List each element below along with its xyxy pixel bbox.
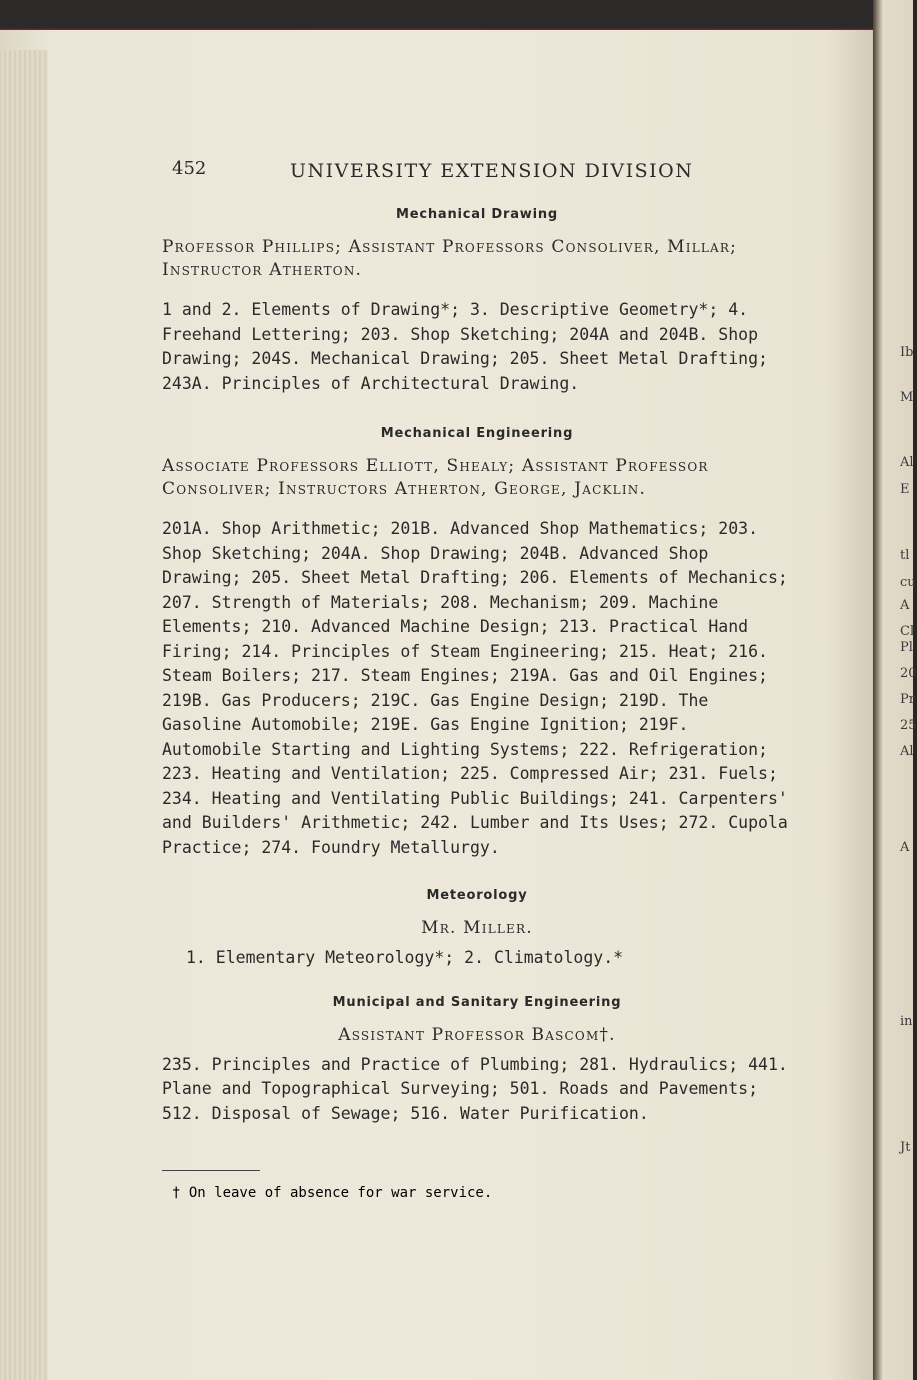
- page-number: 452: [172, 158, 207, 179]
- section-courses: 1. Elementary Meteorology*; 2. Climatology.*: [186, 948, 624, 967]
- adjacent-page-fragment: 25: [900, 718, 917, 733]
- section-courses: 201A. Shop Arithmetic; 201B. Advanced Shop Mathematics; 203. Shop Sketching; 204A. Shop Drawing; 204B. Advanced Shop Drawing; 205. Sheet Metal Drafting; 206. Elements of Mechanics; 207. Strength of Materials; 208. Mechanism; 209. Machine Elements; 210. Advanced Machine Design; 213. Practical Hand Firing; 214. Principles of Steam Engineering; 215. Heat; 216. Steam Boilers; 217. Steam Engines; 219A. Gas and Oil Engines; 219B. Gas Producers; 219C. Gas Engine Design; 219D. The Gasoline Automobile; 219E. Gas Engine Ignition; 219F. Automobile Starting and Lighting Systems; 222. Refrigeration; 223. Heating and Ventilation; 225. Compressed Air; 231. Fuels; 234. Heating and Ventilating Public Buildings; 241. Carpenters' and Builders' Arithmetic; 242. Lumber and Its Uses; 272. Cupola Practice; 274. Foundry Metallurgy.: [162, 519, 788, 857]
- section-courses: 1 and 2. Elements of Drawing*; 3. Descriptive Geometry*; 4. Freehand Lettering; 203. Shop Sketching; 204A and 204B. Shop Drawing; 204S. Mechanical Drawing; 205. Sheet Metal Drafting; 243A. Principles of Architectural Drawing.: [162, 300, 768, 393]
- adjacent-page-fragment: Al: [900, 744, 914, 759]
- section-heading: Mechanical Engineering: [380, 426, 574, 441]
- running-head: [162, 150, 792, 190]
- adjacent-page-fragment: Ib: [900, 345, 914, 360]
- running-title: UNIVERSITY EXTENSION DIVISION: [290, 160, 694, 182]
- adjacent-page-fragment: tl: [900, 548, 910, 563]
- adjacent-page-fragment: Pr: [900, 692, 915, 707]
- adjacent-page-fragment: 20: [900, 666, 917, 681]
- adjacent-page-fragment: A: [900, 840, 910, 855]
- section-heading: Mechanical Drawing: [395, 207, 559, 222]
- page-content: [162, 150, 792, 1126]
- footnote: † On leave of absence for war service.: [172, 1185, 493, 1201]
- adjacent-page-fragment: Al: [900, 455, 914, 470]
- section-courses: 235. Principles and Practice of Plumbing; 281. Hydraulics; 441. Plane and Topographical Surveying; 501. Roads and Pavements; 512. Disposal of Sewage; 516. Water Purification.: [162, 1054, 788, 1123]
- section-heading: Meteorology: [426, 888, 528, 903]
- adjacent-page-fragment: Cl: [900, 624, 915, 639]
- adjacent-page-fragment: A: [900, 598, 910, 613]
- adjacent-page-fragment: E: [900, 482, 910, 497]
- section-faculty: Associate Professors Elliott, Shealy; Assistant Professor Consoliver; Instructors Atherton, George, Jacklin.: [162, 456, 709, 499]
- adjacent-page-fragment: cu: [900, 575, 916, 590]
- section-heading: Municipal and Sanitary Engineering: [332, 994, 622, 1010]
- adjacent-page-fragment: M: [900, 390, 914, 405]
- section-faculty: Mr. Miller.: [421, 918, 533, 938]
- section-faculty: Professor Phillips; Assistant Professors Consoliver, Millar; Instructor Atherton.: [162, 237, 738, 280]
- section-mechanical-engineering: [162, 426, 792, 860]
- section-meteorology: [162, 888, 792, 971]
- adjacent-page-fragment: in: [900, 1014, 913, 1029]
- footnote-rule: [162, 1170, 260, 1171]
- section-mechanical-drawing: [162, 207, 792, 396]
- section-faculty: Assistant Professor Bascom†.: [338, 1024, 616, 1045]
- page-edges: [0, 50, 48, 1380]
- adjacent-page-fragment: Jt: [900, 1140, 911, 1155]
- section-municipal-sanitary-engineering: [162, 995, 792, 1127]
- adjacent-page-strip: [873, 0, 913, 1380]
- adjacent-page-fragment: Pl: [900, 640, 913, 655]
